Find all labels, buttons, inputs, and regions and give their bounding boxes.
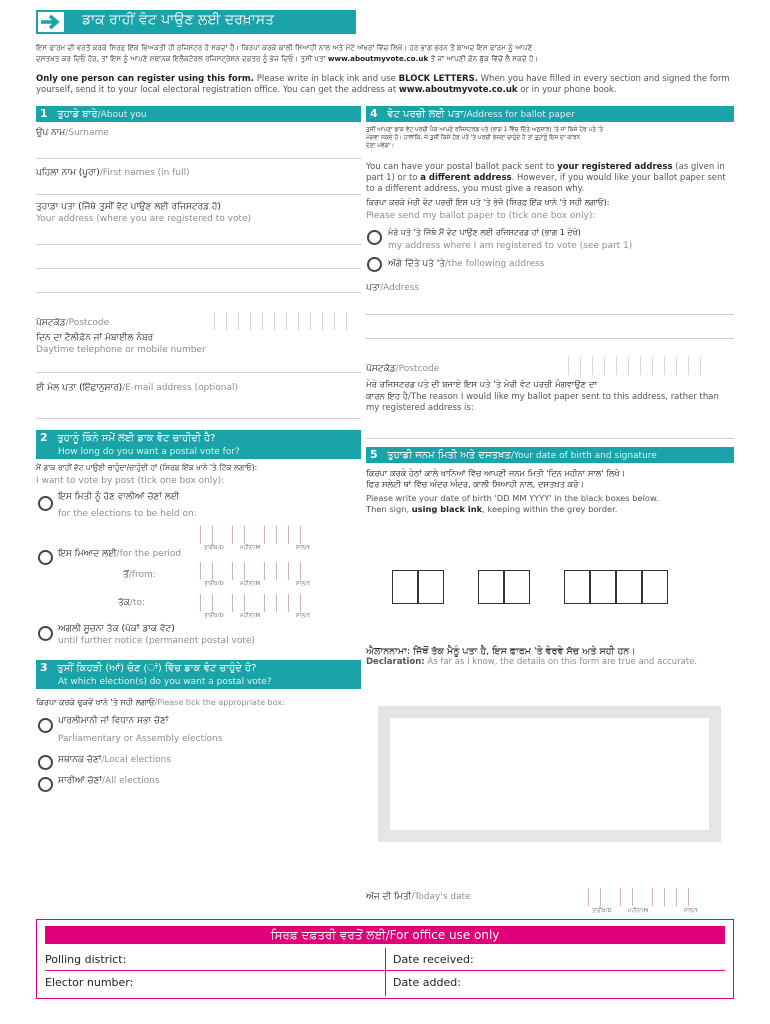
- date-hint-m-1: ਮਹੀਨਾ/M: [240, 545, 261, 551]
- office-head-pa: ਸਿਰਫ਼ ਦਫ਼ਤਰੀ ਵਰਤੋਂ ਲਈ: [270, 928, 386, 942]
- s4-address-line-1[interactable]: [366, 314, 734, 315]
- s4-intro-en-1: You can have your postal ballot pack sent to: [366, 162, 558, 172]
- s4-intro-en-2: (as given in part 1) or to: [366, 162, 725, 183]
- radio-permanent[interactable]: [38, 626, 53, 641]
- s4-intro-pa-2: ਮੰਗਵਾ ਸਕਦੇ ਹੋ। ਹਾਲਾਂਕਿ, ਜੇ ਤੁਸੀਂ ਕਿਸੇ ਹੋਰ ਪਤੇ 'ਤੇ ਪਰਚੀ ਭੇਜਣਾ ਚਾਹੁੰਦੇ ਹੋ ਤਾਂ ਤੁਹਾਨੂੰ ਇਸ ਦਾ ਕਾਰਨ: [366, 135, 581, 141]
- s4-reason-en: /The reason I would like my ballot paper sent to this address, rather than my registered address is:: [366, 392, 719, 413]
- from-date-boxes[interactable]: [200, 562, 312, 580]
- s5-instr-en-b: using black ink: [411, 504, 483, 514]
- date-added-label: Date added:: [393, 976, 461, 989]
- s4-opt2-pa: ਅੱਗੇ ਦਿੱਤੇ ਪਤੇ 'ਤੇ: [388, 259, 446, 269]
- surname-label-pa: ਉਪ ਨਾਮ: [36, 128, 66, 138]
- s3-opt3-pa: ਸਾਰੀਆਂ ਚੋਣਾਂ: [58, 776, 103, 786]
- address-label-pa: ਤੁਹਾਡਾ ਪਤਾ (ਜਿੱਥੇ ਤੁਸੀਂ ਵੋਟ ਪਾਉਣ ਲਈ ਰਜਿਸਟਰਡ ਹੋ): [36, 202, 221, 212]
- to-label-pa: ਤੱਕ: [118, 598, 130, 608]
- intro-en-url: www.aboutmyvote.co.uk: [398, 85, 518, 95]
- intro-en-text-3: or in your phone book.: [517, 85, 617, 95]
- date-received-label: Date received:: [393, 953, 474, 966]
- from-label: [123, 570, 156, 580]
- section-4-header: [366, 106, 734, 122]
- section-4-title-pa: ਵੋਟ ਪਰਚੀ ਲਈ ਪਤਾ: [387, 109, 464, 120]
- date-hint-y-3: ਸਾਲ/Y: [296, 613, 311, 619]
- email-label-pa: ਈ ਮੇਲ ਪਤਾ (ਇੱਛਾਨੁਸਾਰ): [36, 383, 123, 393]
- radio-all[interactable]: [38, 777, 53, 792]
- postcode-label-en: /Postcode: [65, 318, 110, 328]
- dob-year-4[interactable]: [642, 570, 668, 604]
- title-banner: [36, 10, 356, 34]
- section-5-number: 5: [370, 448, 378, 461]
- declaration-en: [366, 657, 697, 667]
- s2-opt2-pa: ਇਸ ਮਿਆਦ ਲਈ: [58, 549, 117, 559]
- dob-year-3[interactable]: [616, 570, 642, 604]
- s4-intro-pa-3: ਦੇਣਾ ਪਵੇਗਾ।: [366, 143, 395, 149]
- s2-opt3-pa: ਅਗਲੀ ਸੂਚਨਾ ਤੱਕ (ਪੱਕਾਂ ਡਾਕ ਵੋਟ): [58, 624, 175, 634]
- dob-day-2[interactable]: [418, 570, 444, 604]
- s4-opt2-en: /the following address: [445, 259, 545, 269]
- section-5-title-en: /Your date of birth and signature: [510, 451, 657, 461]
- section-2-header: [36, 430, 361, 446]
- s4-intro-en: [366, 162, 732, 195]
- s4-opt2: [388, 259, 544, 269]
- s3-opt2-pa: ਸਥਾਨਕ ਚੋਣਾਂ: [58, 755, 102, 765]
- s2-opt2: [58, 549, 181, 559]
- intro-en-text-2: When you have filled in every section and signed the form yourself, send it to your local electoral registration office. You can get the address at: [36, 74, 730, 95]
- declaration-en-bold: Declaration:: [366, 657, 425, 667]
- first-names-label: [36, 168, 190, 178]
- address-label: [36, 202, 221, 212]
- section-4-title-en: /Address for ballot paper: [463, 110, 575, 120]
- radio-following-address[interactable]: [367, 257, 382, 272]
- s3-opt2: [58, 755, 171, 765]
- postcode-label: [36, 318, 109, 328]
- date-hint-d-2: ਤਾਰੀਖ਼/D: [204, 581, 224, 587]
- today-hint-y: ਸਾਲ/Y: [684, 908, 699, 914]
- to-label: [118, 598, 145, 608]
- section-3-number: 3: [40, 661, 48, 674]
- s2-opt1-pa: ਇਸ ਮਿਤੀ ਨੂੰ ਹੋਣ ਵਾਲੀਆਂ ਚੋਣਾਂ ਲਈ: [58, 492, 180, 502]
- dob-year-1[interactable]: [564, 570, 590, 604]
- s5-instr-pa: [366, 468, 734, 490]
- date-hint-y-2: ਸਾਲ/Y: [296, 581, 311, 587]
- section-5-title-pa: ਤੁਹਾਡੀ ਜਨਮ ਮਿਤੀ ਅਤੇ ਦਸਤਖ਼ਤ: [387, 450, 511, 461]
- s3-instr-pa: ਕਿਰਪਾ ਕਰਕੇ ਢੁਕਵੇਂ ਖਾਨੇ 'ਤੇ ਸਹੀ ਲਗਾਓ: [36, 698, 155, 707]
- s3-opt1-pa: ਪਾਰਲੀਮਾਨੀ ਜਾਂ ਵਿਧਾਨ ਸਭਾ ਚੋਣਾਂ: [58, 716, 169, 726]
- s2-opt3-en: until further notice (permanent postal vote): [58, 636, 255, 646]
- s2-opt2-en: /for the period: [116, 549, 182, 559]
- radio-local[interactable]: [38, 755, 53, 770]
- s5-instr-pa-2: ਫਿਰ ਸਲੇਟੀ ਥਾਂ ਵਿੱਚ ਅੰਦਰ ਅੰਦਰ, ਕਾਲੀ ਸਿਆਹੀ ਨਾਲ, ਦਸਤਖ਼ਤ ਕਰੋ।: [366, 479, 584, 489]
- office-divider-v: [385, 948, 386, 996]
- radio-registered-address[interactable]: [367, 230, 382, 245]
- office-use-panel: [36, 919, 734, 999]
- elector-number-label: Elector number:: [45, 976, 134, 989]
- surname-label: [36, 128, 109, 138]
- s4-instr-en: Please send my ballot paper to (tick one box only):: [366, 211, 596, 221]
- s4-reason-line[interactable]: [366, 438, 734, 439]
- section-2-number: 2: [40, 431, 48, 444]
- address-line-2[interactable]: [36, 268, 361, 269]
- first-names-field[interactable]: [36, 194, 361, 195]
- s4-intro-en-3: . However, if you would like your ballot paper sent to a different address, you must give a reason why.: [366, 173, 726, 194]
- s2-instr-en: I want to vote by post (tick one box only):: [36, 476, 225, 486]
- arrow-right-icon: [36, 10, 66, 34]
- s4-opt1-en: my address where I am registered to vote (see part 1): [388, 241, 633, 251]
- first-names-label-pa: ਪਹਿਲਾ ਨਾਮ (ਪੂਰਾ): [36, 168, 100, 178]
- address-line-3[interactable]: [36, 292, 361, 293]
- dob-month-1[interactable]: [478, 570, 504, 604]
- today-date-label: [366, 892, 471, 902]
- to-label-en: /to:: [129, 598, 146, 608]
- section-1-title-pa: ਤੁਹਾਡੇ ਬਾਰੇ: [57, 109, 98, 120]
- signature-box[interactable]: [378, 706, 721, 842]
- s4-address-label-en: /Address: [380, 283, 420, 293]
- email-field[interactable]: [36, 418, 361, 419]
- page-title: ਡਾਕ ਰਾਹੀਂ ਵੋਟ ਪਾਉਣ ਲਈ ਦਰਖ਼ਾਸਤ: [82, 12, 275, 28]
- date-hint-m-3: ਮਹੀਨਾ/M: [240, 613, 261, 619]
- s4-postcode-label: [366, 364, 439, 374]
- s3-instr: [36, 698, 285, 708]
- intro-pa-text-2: ਦਸਤਖ਼ਤ ਕਰ ਦਿਓ ਹੋਰ, ਤਾਂ ਇਸ ਨੂੰ ਆਪਣੇ ਸਥਾਨਕ ਇਲੈਕਟੋਰਲ ਰਜਿਸਟ੍ਰੇਸ਼ਨ ਦਫ਼ਤਰ ਨੂੰ ਭੇਜ ਦਿਓ। ਤੁਸੀਂ ਪਤਾ: [36, 54, 326, 63]
- today-date-label-pa: ਅੱਜ ਦੀ ਮਿਤੀ: [366, 892, 412, 902]
- surname-label-en: /Surname: [65, 128, 109, 138]
- date-hint-d-3: ਤਾਰੀਖ਼/D: [204, 613, 224, 619]
- s2-opt1-en: for the elections to be held on:: [58, 509, 197, 519]
- s4-opt1-pa: ਮੇਰੇ ਪਤੇ 'ਤੇ ਜਿੱਥੇ ਮੈਂ ਵੋਟ ਪਾਉਣ ਲਈ ਰਜਿਸਟਰਡ ਹਾਂ (ਭਾਗ 1 ਦੇਖੋ): [388, 228, 581, 237]
- s5-instr-pa-1: ਕਿਰਪਾ ਕਰਕੇ ਹੇਠਾਂ ਕਾਲੇ ਖਾਨਿਆਂ ਵਿੱਚ ਆਪਣੀ ਜਨਮ ਮਿਤੀ 'ਦਿਨ ਮਹੀਨਾ ਸਾਲ' ਲਿਖੋ।: [366, 468, 626, 478]
- s3-opt3: [58, 776, 160, 786]
- email-label-en: /E-mail address (optional): [122, 383, 239, 393]
- dob-month-2[interactable]: [504, 570, 530, 604]
- today-hint-d: ਤਾਰੀਖ਼/D: [592, 908, 612, 914]
- section-1-header: [36, 106, 361, 122]
- from-label-pa: ਤੋਂ: [123, 570, 129, 580]
- polling-district-label: Polling district:: [45, 953, 127, 966]
- s4-reason-pa: ਮੇਰੇ ਰਜਿਸਟਰਡ ਪਤੇ ਦੀ ਬਜਾਏ ਇਸ ਪਤੇ 'ਤੇ ਮੇਰੀ ਵੋਟ ਪਰਚੀ ਮੰਗਵਾਉਣ ਦਾ: [366, 380, 597, 390]
- today-date-label-en: /Today's date: [411, 892, 471, 902]
- section-3-subtitle: At which election(s) do you want a postal vote?: [36, 676, 361, 689]
- s4-address-label-pa: ਪਤਾ: [366, 283, 381, 293]
- intro-en-bold: Only one person can register using this form.: [36, 74, 255, 84]
- postcode-boxes[interactable]: [214, 312, 358, 330]
- today-hint-m: ਮਹੀਨਾ/M: [628, 908, 649, 914]
- section-1-title-en: /About you: [97, 110, 147, 120]
- dob-year-2[interactable]: [590, 570, 616, 604]
- s4-intro-en-b1: your registered address: [557, 162, 673, 172]
- section-5-header: [366, 447, 734, 463]
- phone-label-en: Daytime telephone or mobile number: [36, 345, 206, 355]
- first-names-label-en: /First names (in full): [99, 168, 190, 178]
- intro-pa-url: www.aboutmyvote.co.uk: [327, 54, 429, 63]
- intro-en-text-1: Please write in black ink and use: [254, 74, 399, 84]
- s3-opt3-en: /All elections: [102, 776, 160, 786]
- radio-elections-on[interactable]: [38, 496, 53, 511]
- surname-field[interactable]: [36, 158, 361, 159]
- s3-opt2-en: /Local elections: [101, 755, 172, 765]
- s4-intro-en-b2: a different address: [420, 173, 512, 183]
- section-2-subtitle: How long do you want a postal vote for?: [36, 446, 361, 459]
- email-label: [36, 383, 238, 393]
- s5-instr-en: [366, 493, 734, 515]
- radio-parliamentary[interactable]: [38, 718, 53, 733]
- intro-pa-text-3: ਤੋਂ ਜਾਂ ਆਪਣੀ ਫ਼ੋਨ ਬੁੱਕ ਵਿੱਚੋਂ ਲੈ ਸਕਦੇ ਹੋ।: [430, 54, 539, 63]
- intro-pa-text-1: ਇਸ ਫਾਰਮ ਦੀ ਵਰਤੋਂ ਕਰਕੇ ਸਿਰਫ਼ ਇੱਕ ਵਿਅਕਤੀ ਹੀ ਰਜਿਸਟਰ ਹੋ ਸਕਦਾ ਹੈ। ਕਿਰਪਾ ਕਰਕੇ ਕਾਲੀ ਸਿਆਹੀ ਨਾਲ ਅਤੇ ਮੋਟੇ ਅੱਖਰਾਂ ਵਿੱਚ ਲਿਖੋ। ਹਰ ਭਾਗ ਭਰਨ ਤੋਂ ਬਾਅਦ ਇਸ ਫਾਰਮ ਨੂੰ ਆਪਣੇ: [36, 43, 533, 52]
- section-3-header: [36, 660, 361, 676]
- dob-day-1[interactable]: [392, 570, 418, 604]
- s4-postcode-label-pa: ਪੋਸਟਕੋਡ: [366, 364, 396, 374]
- s5-instr-en-2: Then sign,: [366, 504, 412, 514]
- postcode-label-pa: ਪੋਸਟਕੋਡ: [36, 318, 66, 328]
- phone-field[interactable]: [36, 372, 361, 373]
- s5-instr-en-3: , keeping within the grey border.: [482, 504, 618, 514]
- s4-instr-pa: ਕਿਰਪਾ ਕਰਕੇ ਮੇਰੀ ਵੋਟ ਪਰਚੀ ਇਸ ਪਤੇ 'ਤੇ ਭੇਜੋ (ਸਿਰਫ਼ ਇੱਕ ਖਾਨੇ 'ਤੇ ਸਹੀ ਲਗਾਓ):: [366, 198, 610, 207]
- s4-intro-pa-1: ਤੁਸੀਂ ਆਪਣਾ ਡਾਕ ਵੋਟ ਪਰਚੀ ਪੈਕ ਆਪਣੇ ਰਜਿਸਟਰਡ ਪਤੇ (ਭਾਗ 1 ਵਿੱਚ ਦਿੱਤੇ ਅਨੁਸਾਰ) 'ਤੇ ਜਾਂ ਕਿਸੇ ਹੋਰ ਪਤੇ 'ਤੇ: [366, 127, 603, 133]
- from-label-en: /from:: [128, 570, 156, 580]
- s5-instr-en-1: Please write your date of birth 'DD MM YYYY' in the black boxes below.: [366, 493, 659, 503]
- s4-address-label: [366, 283, 419, 293]
- phone-label: ਦਿਨ ਦਾ ਟੈਲੀਫ਼ੋਨ ਜਾਂ ਮੋਬਾਈਲ ਨੰਬਰ: [36, 333, 154, 343]
- section-3-title-pa: ਤੁਸੀਂ ਕਿਹੜੀ (ਆਂ) ਚੋਣ (ਾਂ) ਵਿੱਚ ਡਾਕ ਵੋਟ ਚਾਹੁੰਦੇ ਹੋ?: [57, 663, 257, 674]
- s4-postcode-boxes[interactable]: [568, 357, 712, 375]
- section-1-number: 1: [40, 107, 48, 120]
- s4-reason: [366, 392, 734, 414]
- date-hint-y-1: ਸਾਲ/Y: [296, 545, 311, 551]
- s3-opt1-en: Parliamentary or Assembly elections: [58, 734, 223, 744]
- address-line-1[interactable]: [36, 244, 361, 245]
- intro-en-bold-2: BLOCK LETTERS.: [398, 74, 478, 84]
- intro-english: [36, 74, 736, 96]
- intro-punjabi: [36, 42, 736, 64]
- declaration-pa: ਐਲਾਨਨਾਮਾ: ਜਿੱਥੋਂ ਤੱਕ ਮੈਨੂੰ ਪਤਾ ਹੈ, ਇਸ ਫਾਰਮ 'ਤੇ ਵੇਰਵੇ ਸੱਚ ਅਤੇ ਸਹੀ ਹਨ।: [366, 646, 636, 657]
- date-hint-m-2: ਮਹੀਨਾ/M: [240, 581, 261, 587]
- s4-address-line-2[interactable]: [366, 338, 734, 339]
- office-head-en: /For office use only: [385, 928, 500, 942]
- s4-reason-pa2: ਕਾਰਨ ਇਹ ਹੈ: [366, 392, 409, 402]
- declaration-en-text: As far as I know, the details on this form are true and accurate.: [424, 657, 698, 667]
- s4-intro-pa: [366, 126, 734, 150]
- section-2-title-pa: ਤੁਹਾਨੂੰ ਕਿੰਨੇ ਸਮੇਂ ਲਈ ਡਾਕ ਵੋਟ ਚਾਹੀਦੀ ਹੈ?: [57, 433, 216, 444]
- s3-instr-en: /Please tick the appropriate box:: [154, 698, 285, 707]
- address-label-en: Your address (where you are registered to vote): [36, 214, 252, 224]
- office-use-header: [45, 926, 725, 944]
- date-hint-d-1: ਤਾਰੀਖ਼/D: [204, 545, 224, 551]
- s4-postcode-label-en: /Postcode: [395, 364, 440, 374]
- today-date-boxes[interactable]: [588, 888, 700, 906]
- s2-instr-pa: ਮੈਂ ਡਾਕ ਰਾਹੀਂ ਵੋਟ ਪਾਉਣੀ ਚਾਹੁੰਦਾ/ਚਾਹੁੰਦੀ ਹਾਂ (ਸਿਰਫ਼ ਇੱਕ ਖਾਨੇ 'ਤੇ ਟਿੱਕ ਲਗਾਓ):: [36, 463, 258, 472]
- to-date-boxes[interactable]: [200, 594, 312, 612]
- radio-period[interactable]: [38, 550, 53, 565]
- section-4-number: 4: [370, 107, 378, 120]
- election-date-boxes[interactable]: [200, 526, 312, 544]
